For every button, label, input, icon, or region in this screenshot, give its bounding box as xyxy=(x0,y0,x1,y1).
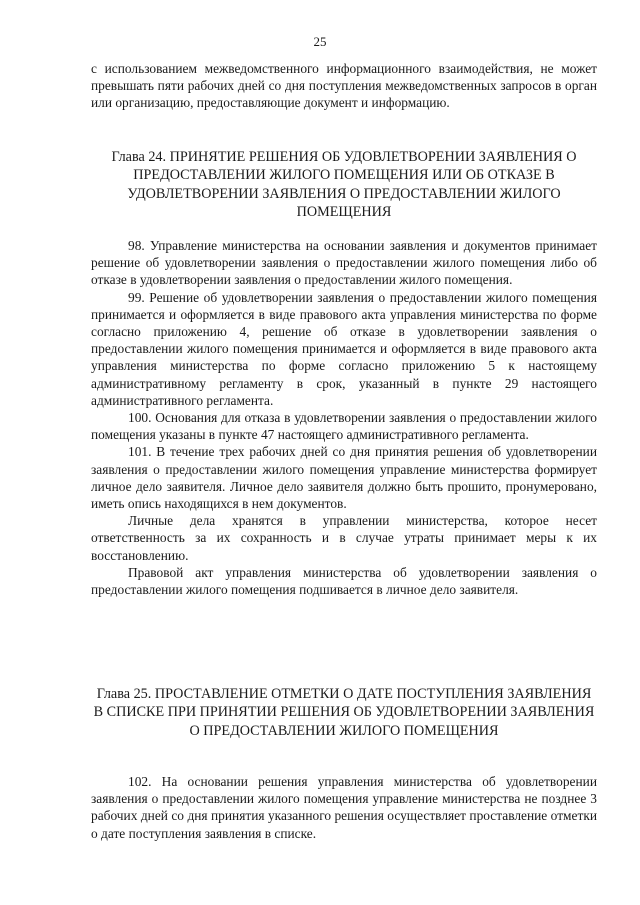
page-number: 25 xyxy=(313,34,327,49)
paragraph-101: 101. В течение трех рабочих дней со дня принятия решения об удовлетворении заявления о предоставлении жилого помещения управление министерства формирует личное дело заявителя. Личное дело заявителя должно быть прошито, пронумеровано, иметь опись находящихся в нем документов. xyxy=(91,444,597,512)
chapter-25-body xyxy=(91,773,597,842)
paragraph-101-personal-files: Личные дела хранятся в управлении министерства, которое несет ответственность за их сохранность и в случае утраты принимает меры к их восстановлению. xyxy=(91,513,597,563)
paragraph-102: 102. На основании решения управления министерства об удовлетворении заявления о предоставлении жилого помещения управление министерства не позднее 3 рабочих дней со дня принятия указанного решения осуществляет проставление отметки о дате поступления заявления в списке. xyxy=(91,774,597,841)
chapter-24-body xyxy=(91,237,597,598)
chapter-24-heading: Глава 24. ПРИНЯТИЕ РЕШЕНИЯ ОБ УДОВЛЕТВОРЕНИИ ЗАЯВЛЕНИЯ О ПРЕДОСТАВЛЕНИИ ЖИЛОГО ПОМЕЩЕНИЯ ИЛИ ОБ ОТКАЗЕ В УДОВЛЕТВОРЕНИИ ЗАЯВЛЕНИЯ О ПРЕДОСТАВЛЕНИИ ЖИЛОГО ПОМЕЩЕНИЯ xyxy=(111,149,577,220)
chapter-25-heading: Глава 25. ПРОСТАВЛЕНИЕ ОТМЕТКИ О ДАТЕ ПОСТУПЛЕНИЯ ЗАЯВЛЕНИЯ В СПИСКЕ ПРИ ПРИНЯТИИ РЕШЕНИЯ ОБ УДОВЛЕТВОРЕНИИ ЗАЯВЛЕНИЯ О ПРЕДОСТАВЛЕНИИ ЖИЛОГО ПОМЕЩЕНИЯ xyxy=(93,686,595,739)
paragraph-99: 99. Решение об удовлетворении заявления о предоставлении жилого помещения принимается и оформляется в виде правового акта управления министерства по форме согласно приложению 4, решение об отказе в удовлетворении заявления о предоставлении жилого помещения принимается и оформляется в виде правового акта управления министерства по форме согласно приложению 5 к настоящему административному регламенту в срок, указанный в пункте 29 настоящего административного регламента. xyxy=(91,289,597,408)
paragraph-101-legal-act: Правовой акт управления министерства об удовлетворении заявления о предоставлении жилого помещения подшивается в личное дело заявителя. xyxy=(91,564,597,598)
intro-paragraph-block xyxy=(91,60,597,112)
paragraph-100: 100. Основания для отказа в удовлетворении заявления о предоставлении жилого помещения указаны в пункте 47 настоящего административного регламента. xyxy=(91,410,597,443)
paragraph-98: 98. Управление министерства на основании заявления и документов принимает решение об удовлетворении заявления о предоставлении жилого помещения либо об отказе в удовлетворении заявления о предоставлении жилого помещения. xyxy=(91,238,597,288)
intro-paragraph: с использованием межведомственного информационного взаимодействия, не может превышать пяти рабочих дней со дня поступления межведомственных запросов в орган или организацию, предоставляющие документ и информацию. xyxy=(91,61,597,111)
